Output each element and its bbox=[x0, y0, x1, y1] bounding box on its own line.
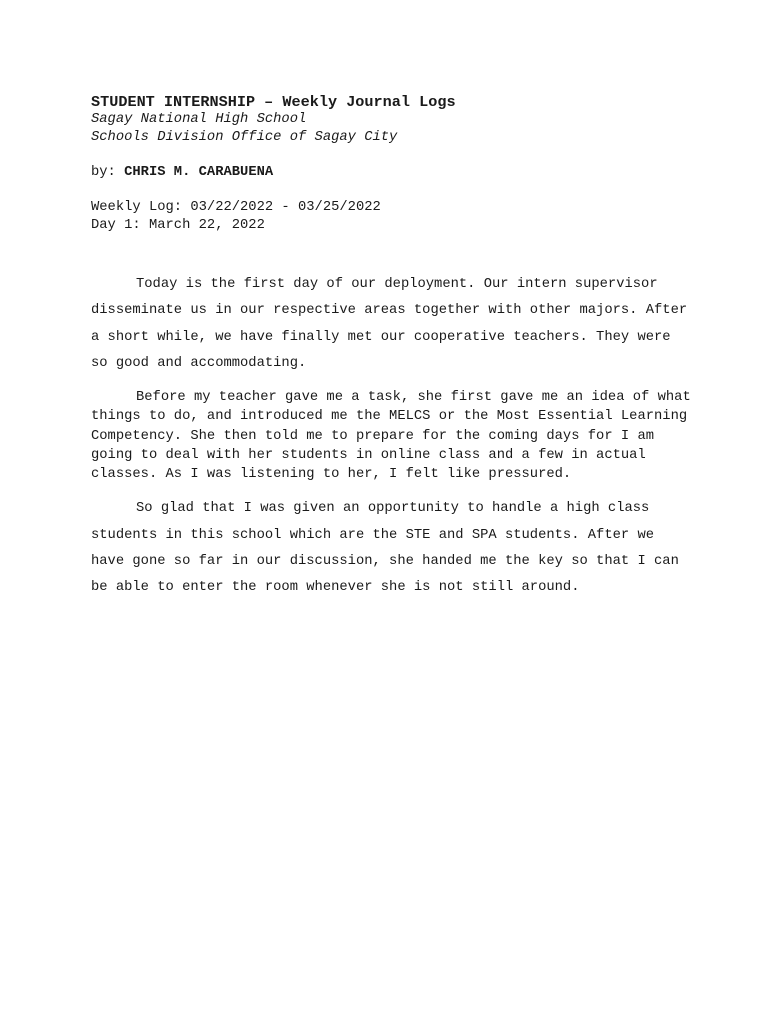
journal-page bbox=[91, 93, 691, 601]
weekly-log-range: Weekly Log: 03/22/2022 - 03/25/2022 bbox=[91, 200, 381, 215]
school-name: Sagay National High School bbox=[91, 112, 307, 127]
log-meta bbox=[91, 199, 691, 234]
journal-paragraph-2: Before my teacher gave me a task, she first gave me an idea of what things to do, and introduced me the MELCS or the Most Essential Learning Competency. She then told me to prepare for the coming days for I am going to deal with her students in online class and a few in actual classes. As I was listening to her, I felt like pressured. bbox=[91, 390, 691, 482]
division-name: Schools Division Office of Sagay City bbox=[91, 130, 398, 145]
byline bbox=[91, 164, 691, 182]
journal-paragraph-1: Today is the first day of our deployment. Our intern supervisor disseminate us in our respective areas together with other majors. After a short while, we have finally met our cooperative teachers. They were so good and accommodating. bbox=[91, 277, 688, 371]
author-name: CHRIS M. CARABUENA bbox=[124, 165, 274, 180]
day-label: Day 1: March 22, 2022 bbox=[91, 217, 265, 233]
document-title: STUDENT INTERNSHIP – Weekly Journal Logs bbox=[91, 93, 456, 111]
journal-paragraph-3: So glad that I was given an opportunity to handle a high class students in this school which are the STE and SPA students. After we have gone so far in our discussion, she handed me the key so that I can be able to enter the room whenever she is not still around. bbox=[91, 501, 679, 596]
byline-prefix: by: bbox=[91, 165, 116, 180]
